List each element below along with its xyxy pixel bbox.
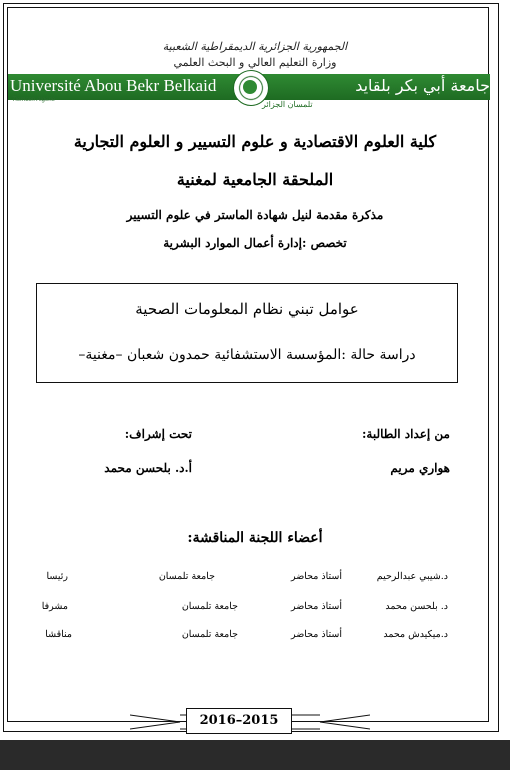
title-box <box>36 283 458 383</box>
member-name: د. بلحسن محمد <box>385 601 448 612</box>
member-rank: أستاذ محاضر <box>290 629 342 640</box>
member-institution: جامعة تلمسان <box>181 629 238 640</box>
ministry-line: وزارة التعليم العالي و البحث العلمي <box>173 56 337 69</box>
annex-name: الملحقة الجامعية لمغنية <box>176 170 334 189</box>
member-institution: جامعة تلمسان <box>181 601 238 612</box>
republic-line: الجمهورية الجزائرية الديمقراطية الشعبية <box>162 40 348 53</box>
case-study-line: دراسة حالة :المؤسسة الاستشفائية حمدون شعبان –مغنية– <box>78 347 416 363</box>
university-name-ar: جامعة أبي بكر بلقايد <box>355 76 490 95</box>
university-name-fr: Université Abou Bekr Belkaid <box>10 76 217 95</box>
university-location-fr: Tlemcen Algérie <box>12 97 56 103</box>
member-name: د.ميكيدش محمد <box>383 629 448 640</box>
member-role: رئيسا <box>46 571 68 582</box>
member-rank: أستاذ محاضر <box>290 601 342 612</box>
thesis-title: عوامل تبني نظام المعلومات الصحية <box>135 300 359 318</box>
faculty-name: كلية العلوم الاقتصادية و علوم التسيير و العلوم التجارية <box>73 132 437 151</box>
viewer-bottom-bar <box>0 740 510 770</box>
member-institution: جامعة تلمسان <box>158 571 215 582</box>
member-role: مناقشا <box>45 629 72 640</box>
committee-title: أعضاء اللجنة المناقشة: <box>187 530 323 546</box>
supervision-label: تحت إشراف: <box>124 427 192 441</box>
memo-purpose: مذكرة مقدمة لنيل شهادة الماستر في علوم التسيير <box>126 208 384 222</box>
seal-emblem-icon <box>243 80 257 94</box>
academic-year: 2016–2015 <box>199 713 279 728</box>
student-name: هواري مريم <box>390 461 450 475</box>
supervisor-name: أ.د. بلحسن محمد <box>104 461 192 475</box>
university-location-ar: تلمسان الجزائر <box>262 100 313 109</box>
specialty: تخصص :إدارة أعمال الموارد البشرية <box>163 236 347 250</box>
member-role: مشرفا <box>41 601 68 612</box>
prepared-by-label: من إعداد الطالبة: <box>361 427 450 441</box>
member-rank: أستاذ محاضر <box>290 571 342 582</box>
member-name: د.شيبي عبدالرحيم <box>376 571 448 582</box>
